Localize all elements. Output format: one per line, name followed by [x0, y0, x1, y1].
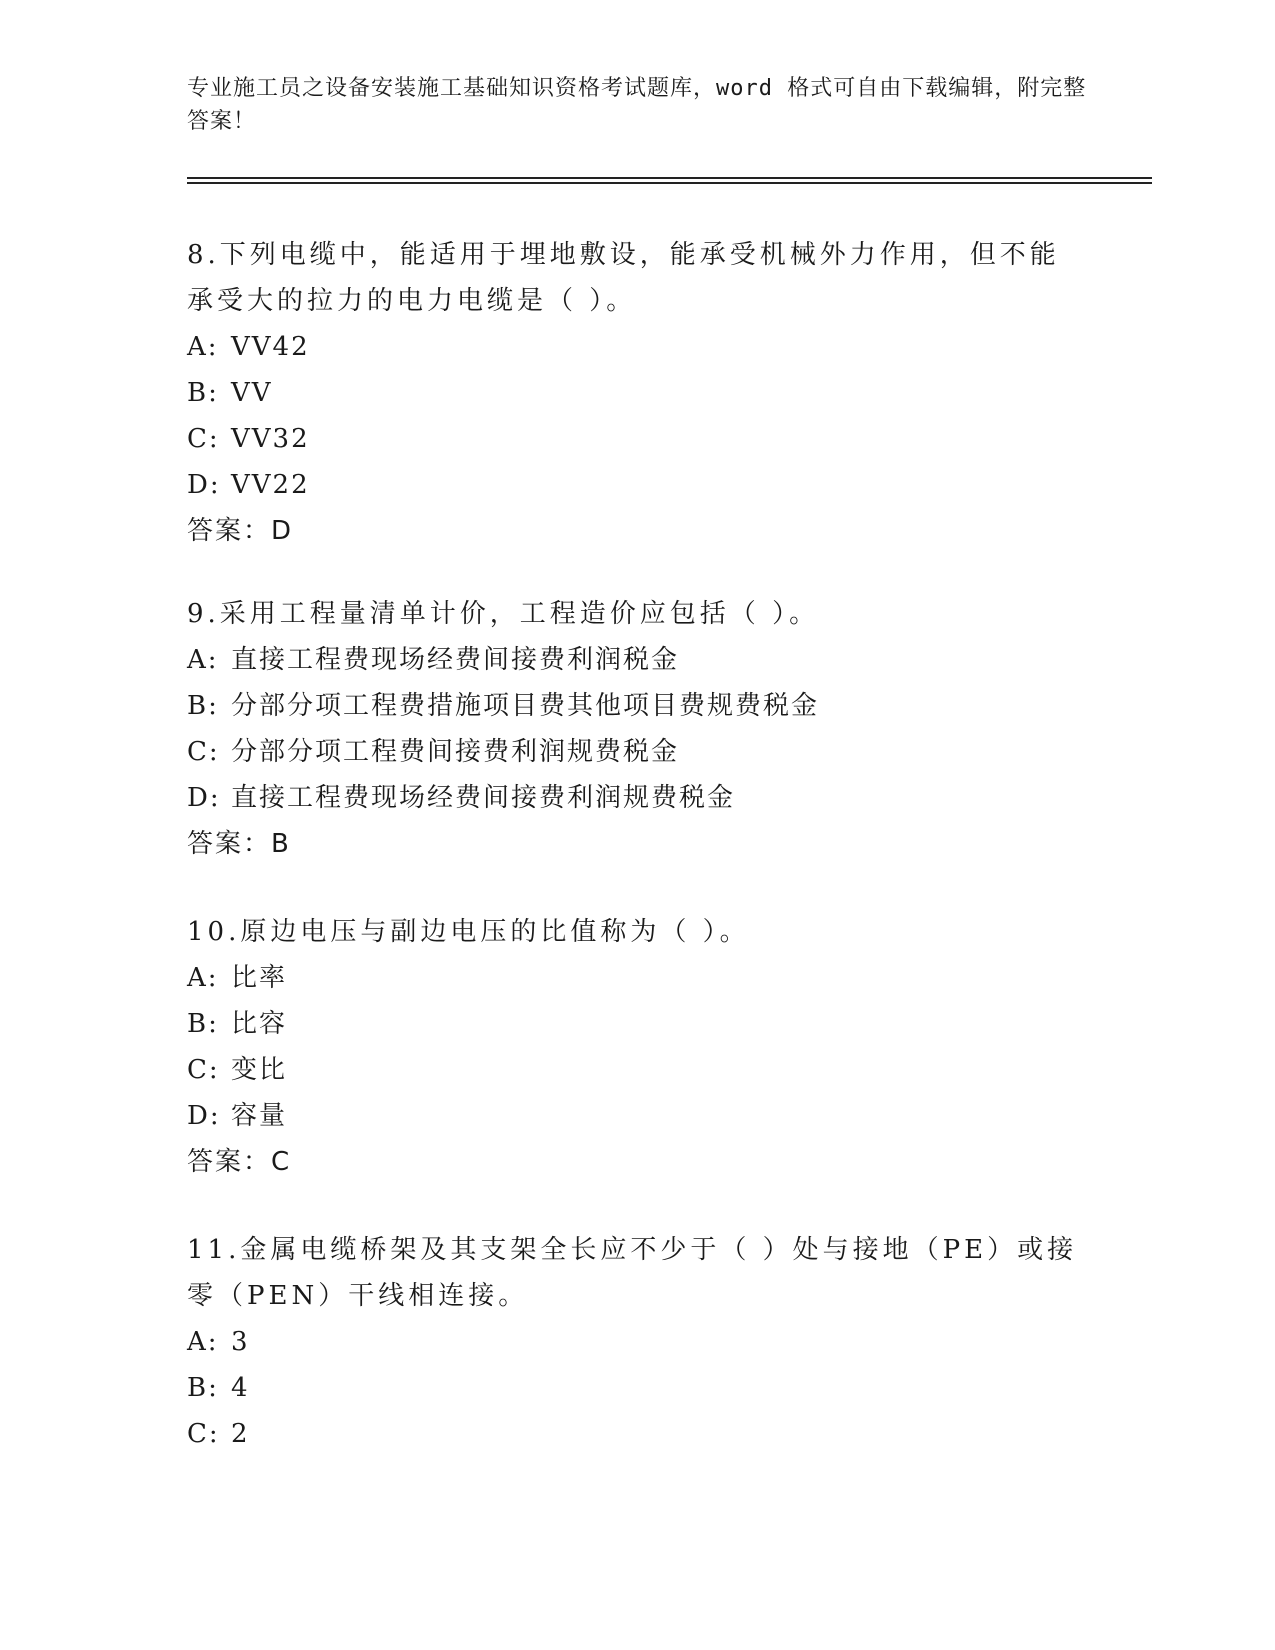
option-b — [187, 370, 1087, 416]
option-value: 分部分项工程费间接费利润规费税金 — [231, 737, 680, 767]
option-label: B: — [187, 691, 219, 721]
option-label: A: — [187, 1327, 219, 1357]
option-b — [187, 1001, 1087, 1047]
option-label: D: — [187, 470, 221, 500]
option-value: 2 — [231, 1419, 250, 1449]
option-d — [187, 775, 1087, 821]
answer: 答案：C — [187, 1147, 292, 1177]
document-header: 专业施工员之设备安装施工基础知识资格考试题库，word 格式可自由下载编辑，附完整答案！ — [187, 76, 1087, 134]
option-label: B: — [187, 378, 219, 408]
option-b — [187, 1365, 1087, 1411]
option-label: D: — [187, 1101, 221, 1131]
option-value: 直接工程费现场经费间接费利润税金 — [231, 645, 680, 675]
option-label: C: — [187, 1419, 220, 1449]
question-text: 9.采用工程量清单计价，工程造价应包括（ ）。 — [187, 599, 820, 629]
question-10 — [187, 909, 1087, 1185]
option-label: A: — [187, 645, 219, 675]
option-label: B: — [187, 1373, 219, 1403]
option-value: VV — [231, 378, 273, 408]
option-c — [187, 1047, 1087, 1093]
option-value: 直接工程费现场经费间接费利润规费税金 — [231, 783, 736, 813]
option-label: A: — [187, 963, 219, 993]
question-8 — [187, 232, 1087, 554]
option-d — [187, 462, 1087, 508]
option-value: 容量 — [231, 1101, 288, 1131]
option-label: B: — [187, 1009, 219, 1039]
answer: 答案：D — [187, 516, 294, 546]
option-value: 3 — [231, 1327, 250, 1357]
question-text: 8.下列电缆中，能适用于埋地敷设，能承受机械外力作用，但不能承受大的拉力的电力电缆是（ ）。 — [187, 240, 1060, 316]
option-a — [187, 955, 1087, 1001]
answer: 答案：B — [187, 829, 291, 859]
option-value: VV32 — [231, 424, 310, 454]
option-c — [187, 729, 1087, 775]
option-label: C: — [187, 1055, 220, 1085]
option-label: C: — [187, 737, 220, 767]
option-value: 变比 — [231, 1055, 288, 1085]
option-value: 比容 — [231, 1009, 288, 1039]
option-value: 分部分项工程费措施项目费其他项目费规费税金 — [231, 691, 820, 721]
option-label: D: — [187, 783, 221, 813]
header-divider-top — [187, 177, 1152, 179]
option-label: C: — [187, 424, 220, 454]
option-c — [187, 416, 1087, 462]
question-text: 11.金属电缆桥架及其支架全长应不少于（ ）处与接地（PE）或接零（PEN）干线相连接。 — [187, 1235, 1078, 1311]
header-divider-bottom — [187, 182, 1152, 184]
option-a — [187, 1319, 1087, 1365]
option-a — [187, 324, 1087, 370]
option-value: VV42 — [231, 332, 310, 362]
question-text: 10.原边电压与副边电压的比值称为（ ）。 — [187, 917, 750, 947]
option-a — [187, 637, 1087, 683]
option-d — [187, 1093, 1087, 1139]
option-b — [187, 683, 1087, 729]
option-value: VV22 — [231, 470, 310, 500]
option-value: 比率 — [231, 963, 288, 993]
question-9 — [187, 591, 1087, 867]
option-value: 4 — [231, 1373, 250, 1403]
option-label: A: — [187, 332, 219, 362]
option-c — [187, 1411, 1087, 1457]
question-11 — [187, 1227, 1087, 1457]
